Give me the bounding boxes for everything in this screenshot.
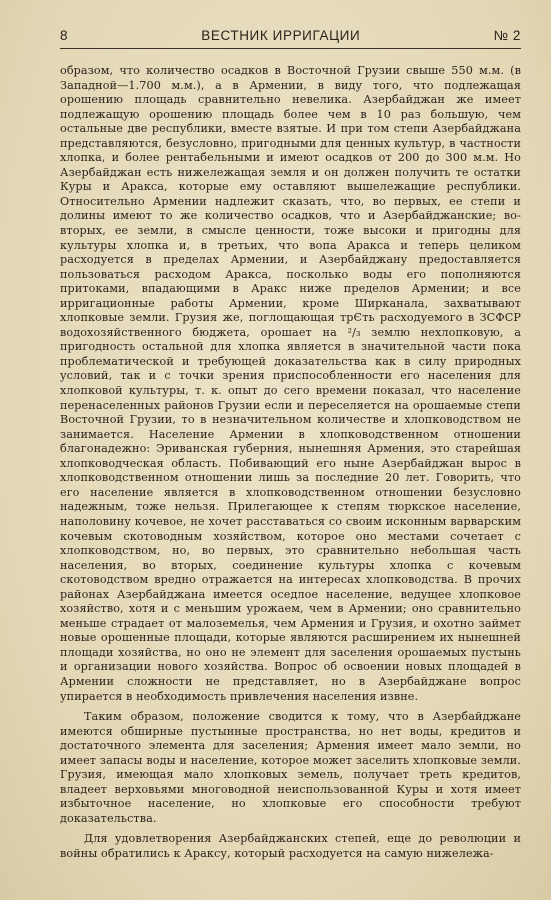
paragraph-continuation: образом, что количество осадков в Восточной Грузии свыше 550 м.м. (в Западной—1.700 м.м.), а в Армении, в виду того, что подлежащая орошению площадь сравнительно невелика. Азербайджан же имеет подлежащую орошению площадь более чем в 10 раз большую, чем остальные две республики, вместе взятые. И при том степи Азербайджана представляются, безусловно, пригодными для ценных культур, в частности хлопка, и более рентабельными и имеют осадков от 200 до 300 м.м. Но Азербайджан есть нижележащая земля и он должен получить те остатки Куры и Аракса, которые ему оставляют вышележащие республики. Относительно Армении надлежит сказать, что, во первых, ее степи и долины имеют то же количество осадков, что и Азербайджанские; во-вторых, ее земли, в смысле ценности, тоже высоки и пригодны для культуры хлопка и, в третьих, что вопа Аракса и теперь целиком расходуется в пределах Армении, и Азербайджану предоставляется пользоваться расходом Аракса, посколько воды его пополняются притоками, впадающими в Аракс ниже пределов Армении; и все ирригационные работы Армении, кроме Ширканала, захватывают хлопковые земли. Грузия же, поглощающая трЄть расходуемого в ЗСФСР водохозяйственного бюджета, орошает на ²/₃ землю нехлопковую, а пригодность остальной для хлопка является в значительной части пока проблематической и требующей доказательства как в силу природных условий, так и с точки зрения приспособленности его населения для хлопковой культуры, т. к. опыт до сего времени показал, что население перенаселенных районов Грузии если и переселяется на орошаемые степи Восточной Грузии, то в незначительном количестве и хлопководством не занимается. Население Армении в хлопководственном отношении благонадежно: Эриванская губерния, нынешняя Армения, это старейшая хлопководческая область. Побивающий его ныне Азербайджан вырос в хлопководственном отношении лишь за последние 20 лет. Говорить, что его население является в хлопководственном отношении безусловно надежным, тоже нельзя. Прилегающее к степям тюркское население, наполовину кочевое, не хочет расставаться со своим исконным варварским кочевым скотоводным хозяйством, которое оно местами сочетает с хлопководством, но, во первых, это сравнительно небольшая часть населения, во вторых, соединение культуры хлопка с кочевым скотоводством вредно отражается на интересах хлопководства. В прочих районах Азербайджана имеется оседлое население, ведущее хлопковое хозяйство, хотя и с меньшим урожаем, чем в Армении; оно сравнительно меньше страдает от малоземелья, чем Армения и Грузия, и охотно займет новые орошенные площади, которые являются расширением их нынешней площади хозяйства, но оно не элемент для заселения орошаемых пустынь и организации нового хозяйства. Вопрос об освоении новых площадей в Армении сложности не представляет, но в Азербайджане вопрос упирается в необходимость привлечения населения извне. [60, 64, 521, 703]
page-number: 8 [60, 28, 69, 43]
issue-number: № 2 [493, 28, 521, 43]
paragraph-araks: Для удовлетворения Азербайджанских степей, еще до революции и войны обратились к Араксу, который расходуется на самую нижележа- [60, 832, 521, 860]
journal-title: ВЕСТНИК ИРРИГАЦИИ [201, 28, 361, 43]
paragraph-summary: Таким образом, положение сводится к тому, что в Азербайджане имеются обширные пустынные пространства, но нет воды, кредитов и достаточного элемента для заселения; Армения имеет мало земли, но имеет запасы воды и население, которое может заселить хлопковые земли. Грузия, имеющая мало хлопковых земель, получает треть кредитов, владеет верховьями многоводной неиспользованной Куры и хотя имеет избыточное население, но хлопковые его способности требуют доказательства. [60, 710, 521, 825]
running-header [60, 28, 521, 48]
header-rule [60, 48, 521, 49]
article-body [60, 64, 521, 862]
